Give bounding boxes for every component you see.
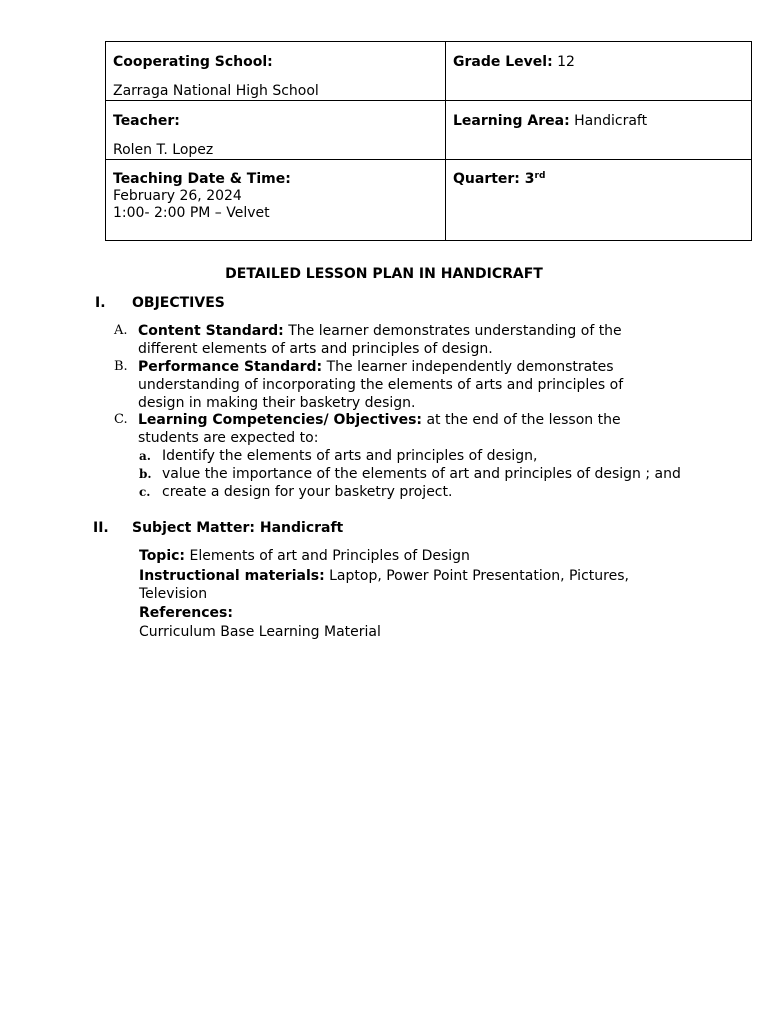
cooperating-school-cell (106, 42, 446, 101)
teaching-date-label: Teaching Date & Time: (113, 171, 291, 187)
section-title: Subject Matter: Handicraft (132, 520, 344, 536)
sub-item-text: Identify the elements of arts and principles of design, (162, 448, 538, 464)
cooperating-school-label: Cooperating School: (113, 54, 273, 70)
references-value: Curriculum Base Learning Material (139, 624, 381, 640)
item-text: The learner independently demonstrates understanding of incorporating the elements of arts and principles of design in making their basketry design. (138, 359, 624, 411)
section-number: II. (93, 520, 109, 536)
cooperating-school-value: Zarraga National High School (113, 83, 319, 99)
quarter-suffix: rd (534, 171, 546, 181)
topic-label: Topic: (139, 548, 186, 564)
item-marker: A. (114, 323, 128, 338)
grade-level-value: 12 (557, 54, 575, 70)
teacher-cell (106, 101, 446, 160)
quarter-label: Quarter: 3 (453, 171, 535, 187)
document-title: DETAILED LESSON PLAN IN HANDICRAFT (225, 266, 543, 282)
learning-area-cell (446, 101, 752, 160)
materials-value: Laptop, Power Point Presentation, Pictures, Television (139, 568, 629, 602)
item-label: Learning Competencies/ Objectives: (138, 412, 423, 428)
references-label: References: (139, 605, 233, 621)
teaching-date-cell (106, 160, 446, 241)
learning-area-value: Handicraft (574, 113, 648, 129)
topic-value: Elements of art and Principles of Design (185, 548, 470, 564)
item-marker: B. (114, 359, 128, 374)
sub-item-text: value the importance of the elements of art and principles of design ; and (162, 466, 681, 482)
item-label: Performance Standard: (138, 359, 323, 375)
materials-label: Instructional materials: (139, 568, 325, 584)
teacher-label: Teacher: (113, 113, 180, 129)
item-label: Content Standard: (138, 323, 284, 339)
learning-area-label: Learning Area: (453, 113, 570, 129)
grade-level-label: Grade Level: (453, 54, 553, 70)
grade-level-cell (446, 42, 752, 101)
sub-item-text: create a design for your basketry project. (162, 484, 453, 500)
materials-line (139, 567, 639, 603)
lesson-info-table (105, 41, 752, 241)
sub-item-marker: c. (139, 485, 151, 499)
topic-line (139, 547, 659, 565)
sub-item-marker: a. (139, 449, 151, 463)
item-text: The learner demonstrates understanding of the different elements of arts and principles of design. (138, 323, 622, 357)
item-text: at the end of the lesson the students are expected to: (138, 412, 621, 446)
teaching-date-value: February 26, 2024 (113, 188, 242, 204)
teaching-time-value: 1:00- 2:00 PM – Velvet (113, 205, 270, 221)
section-title: OBJECTIVES (132, 295, 225, 311)
quarter-cell (446, 160, 752, 241)
item-marker: C. (114, 412, 128, 427)
section-number: I. (95, 295, 106, 311)
sub-item-marker: b. (139, 467, 152, 481)
teacher-value: Rolen T. Lopez (113, 142, 214, 158)
